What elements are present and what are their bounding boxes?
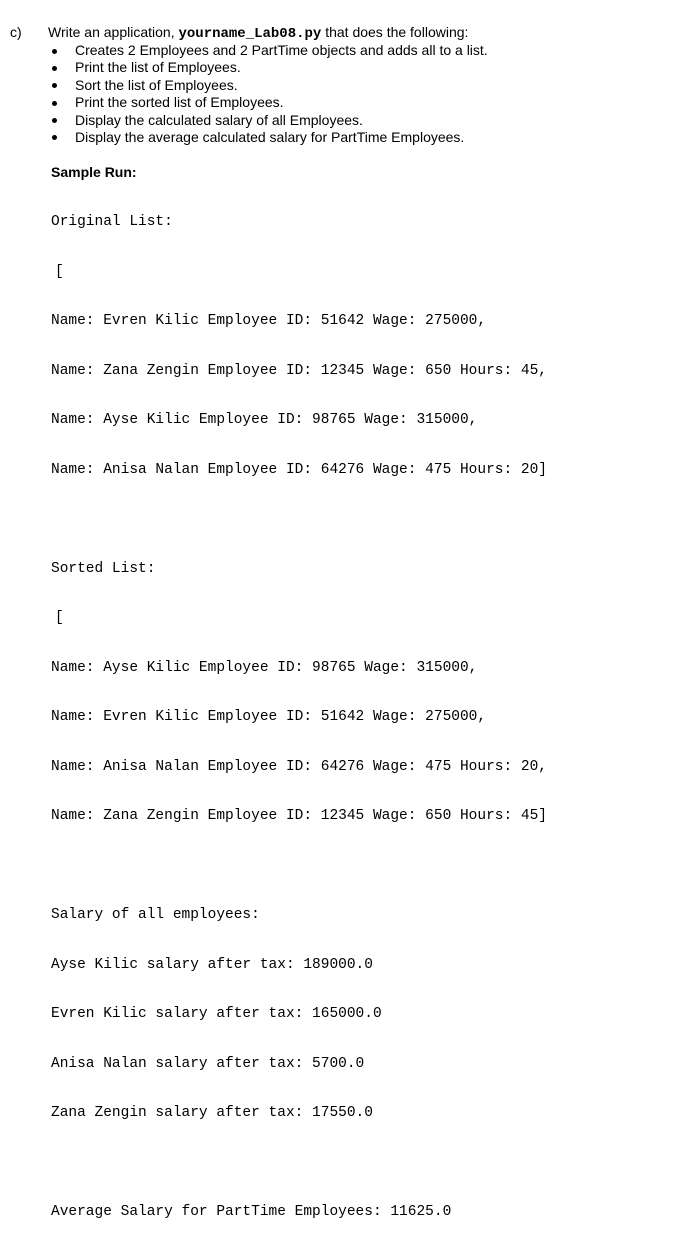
sorted-list-line: Name: Ayse Kilic Employee ID: 98765 Wage: 315000, xyxy=(51,659,478,676)
spacer xyxy=(51,511,547,528)
sorted-list-line: Name: Zana Zengin Employee ID: 12345 Wage: 650 Hours: 45] xyxy=(51,808,547,824)
original-list-line: Name: Anisa Nalan Employee ID: 64276 Wage: 475 Hours: 20] xyxy=(51,461,547,478)
task-list xyxy=(48,42,488,146)
salary-line: Zana Zengin salary after tax: 17550.0 xyxy=(51,1105,373,1121)
original-list-line: Name: Ayse Kilic Employee ID: 98765 Wage: 315000, xyxy=(51,412,478,428)
salary-line: Evren Kilic salary after tax: 165000.0 xyxy=(51,1006,382,1022)
question-marker: c) xyxy=(10,24,22,40)
task-item: Print the sorted list of Employees. xyxy=(48,94,488,111)
original-open-bracket: [ xyxy=(55,263,64,280)
sorted-list-line: Name: Anisa Nalan Employee ID: 64276 Wage: 475 Hours: 20, xyxy=(51,758,547,775)
spacer xyxy=(51,1155,547,1172)
sorted-list-label: Sorted List: xyxy=(51,560,156,577)
question-filename: yourname_Lab08.py xyxy=(178,26,322,42)
original-list-label: Original List: xyxy=(51,214,173,230)
salary-label: Salary of all employees: xyxy=(51,907,260,923)
original-list-line: Name: Zana Zengin Employee ID: 12345 Wage: 650 Hours: 45, xyxy=(51,362,547,379)
task-item: Creates 2 Employees and 2 PartTime objects and adds all to a list. xyxy=(48,42,488,59)
question-statement xyxy=(10,24,468,43)
salary-line: Anisa Nalan salary after tax: 5700.0 xyxy=(51,1055,365,1072)
sorted-open-bracket: [ xyxy=(55,610,64,626)
task-item: Print the list of Employees. xyxy=(48,59,488,76)
average-salary-line: Average Salary for PartTime Employees: 11625.0 xyxy=(51,1204,452,1220)
salary-line: Ayse Kilic salary after tax: 189000.0 xyxy=(51,956,373,973)
sorted-list-line: Name: Evren Kilic Employee ID: 51642 Wage: 275000, xyxy=(51,709,487,725)
question-prefix: Write an application, xyxy=(48,24,179,40)
sample-run-output xyxy=(51,181,547,1237)
spacer xyxy=(51,858,547,875)
original-list-line: Name: Evren Kilic Employee ID: 51642 Wage: 275000, xyxy=(51,313,487,329)
question-suffix: that does the following: xyxy=(321,24,469,40)
task-item: Sort the list of Employees. xyxy=(48,77,488,94)
task-item: Display the calculated salary of all Employees. xyxy=(48,112,488,129)
sample-run-heading: Sample Run: xyxy=(51,164,137,180)
task-item: Display the average calculated salary for PartTime Employees. xyxy=(48,129,488,146)
